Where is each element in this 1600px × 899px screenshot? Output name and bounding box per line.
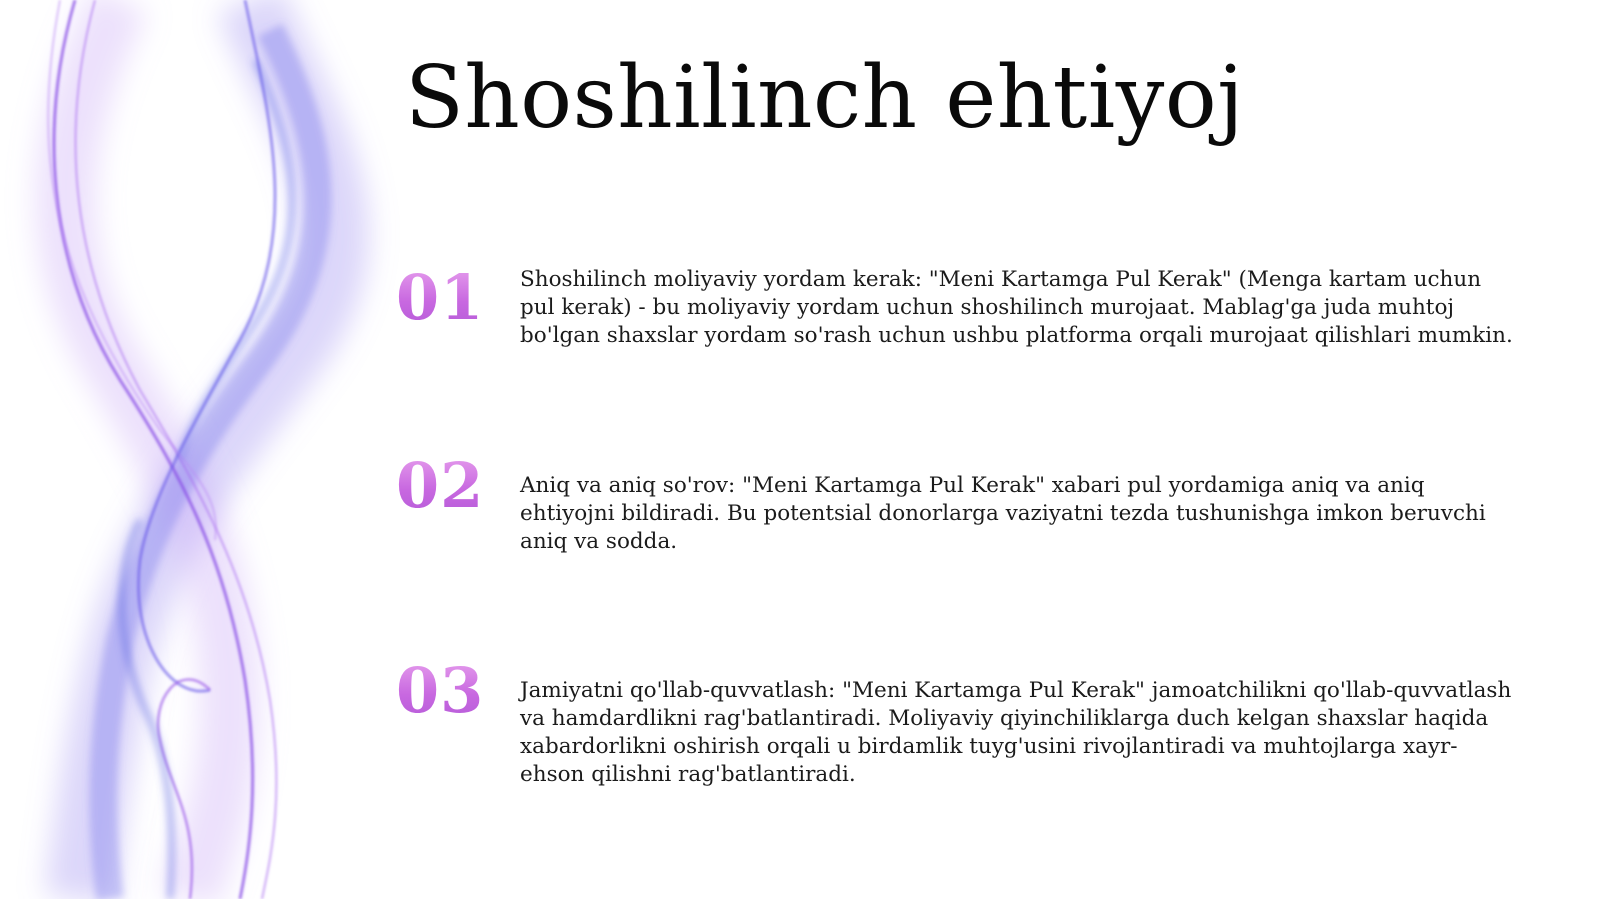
item-text: Shoshilinch moliyaviy yordam kerak: "Meni Kartamga Pul Kerak" (Menga kartam uchun pul kerak) - bu moliyaviy yordam uchun shoshilinch murojaat. Mablag'ga juda muhtoj bo'lgan shaxslar yordam so'rash uchun ushbu platforma orqali murojaat qilishlari mumkin.	[520, 267, 1513, 348]
item-number: 02	[396, 449, 485, 522]
item-number: 03	[396, 654, 485, 727]
smoke-decoration-image	[0, 0, 400, 899]
item-text: Jamiyatni qo'llab-quvvatlash: "Meni Kartamga Pul Kerak" jamoatchilikni qo'llab-quvvatlash va hamdardlikni rag'batlantiradi. Moliyaviy qiyinchiliklarga duch kelgan shaxslar haqida xabardorlikni oshirish orqali u birdamlik tuyg'usini rivojlantiradi va muhtojlarga xayr-ehson qilishni rag'batlantiradi.	[520, 678, 1512, 787]
item-text: Aniq va aniq so'rov: "Meni Kartamga Pul Kerak" xabari pul yordamiga aniq va aniq ehtiyojni bildiradi. Bu potentsial donorlarga vaziyatni tezda tushunishga imkon beruvchi aniq va sodda.	[520, 473, 1486, 554]
item-number: 01	[396, 261, 485, 334]
slide-title: Shoshilinch ehtiyoj	[405, 48, 1245, 148]
